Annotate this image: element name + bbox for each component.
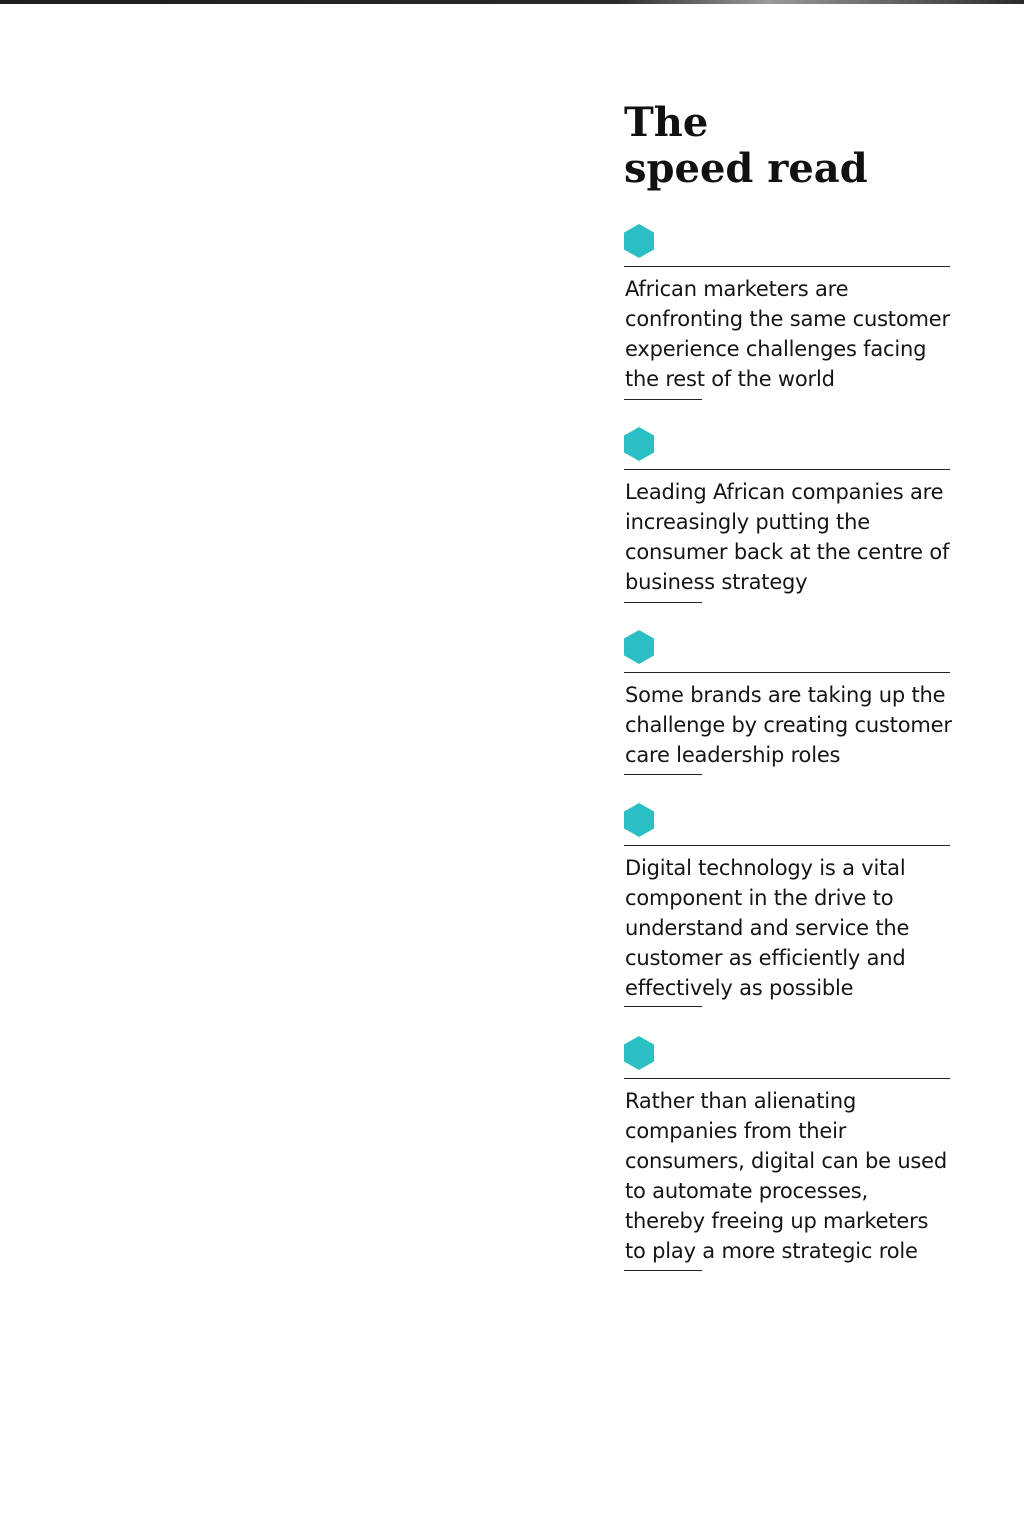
sidebar-title xyxy=(624,100,868,192)
short-divider xyxy=(624,774,702,775)
divider xyxy=(624,1078,950,1079)
sidebar-title-line-1: The xyxy=(624,99,709,146)
divider xyxy=(624,266,950,267)
short-divider xyxy=(624,1006,702,1007)
sidebar-title-line-2: speed read xyxy=(624,145,868,192)
short-divider xyxy=(624,602,702,603)
speed-read-text: Digital technology is a vital component in the drive to understand and service the customer as efficiently and effectively as possible xyxy=(625,856,910,1000)
divider xyxy=(624,469,950,470)
divider xyxy=(624,845,950,846)
speed-read-text: Some brands are taking up the challenge by creating customer care leadership roles xyxy=(625,683,952,767)
short-divider xyxy=(624,399,702,400)
speed-read-text: African marketers are confronting the same customer experience challenges facing the rest of the world xyxy=(625,277,950,391)
divider xyxy=(624,672,950,673)
speed-read-text: Rather than alienating companies from their consumers, digital can be used to automate processes, thereby freeing up marketers to play a more strategic role xyxy=(625,1089,948,1263)
hexagon-icon xyxy=(624,224,654,258)
short-divider xyxy=(624,1270,702,1271)
hexagon-icon xyxy=(624,427,654,461)
speed-read-text: Leading African companies are increasingly putting the consumer back at the centre of business strategy xyxy=(625,480,950,594)
hexagon-icon xyxy=(624,630,654,664)
top-edge-strip xyxy=(0,0,1024,4)
hexagon-icon xyxy=(624,1036,654,1070)
hexagon-icon xyxy=(624,803,654,837)
